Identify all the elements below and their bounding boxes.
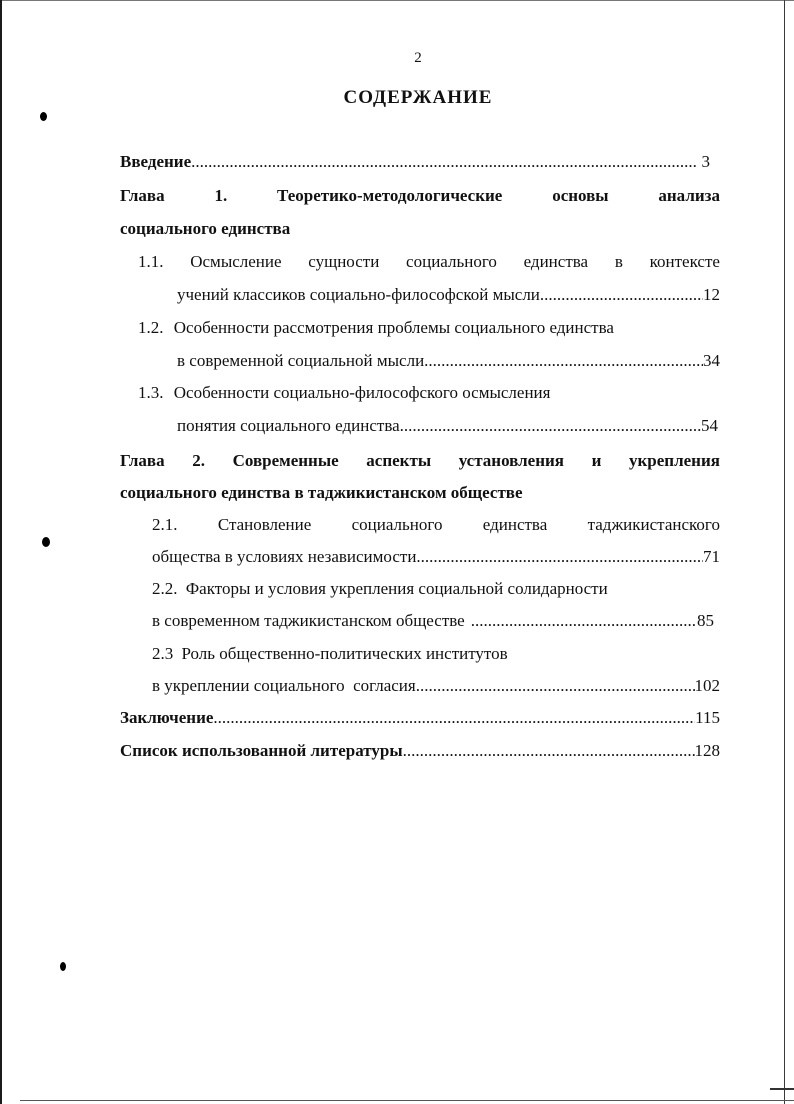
toc-chapter-1-heading[interactable] (120, 185, 720, 207)
toc-leader-dots (403, 740, 695, 762)
toc-section-2-3-line2[interactable] (152, 675, 720, 697)
toc-entry-label: общества в условиях независимости (152, 547, 417, 566)
section-word: контексте (649, 252, 720, 271)
toc-section-2-1-line2[interactable] (152, 546, 720, 568)
toc-entry-page: 54 (701, 416, 718, 435)
toc-section-1-1[interactable] (138, 251, 720, 273)
toc-entry-label: в укреплении социального согласия (152, 676, 416, 695)
toc-section-2-2[interactable] (152, 578, 608, 600)
section-title: Особенности социально-философского осмысления (173, 383, 551, 402)
section-word: сущности (308, 252, 380, 271)
toc-entry-intro[interactable] (120, 151, 710, 173)
section-number: 1.3. (138, 383, 164, 402)
toc-entry-label: Список использованной литературы (120, 741, 403, 760)
toc-chapter-2-heading-line2: социального единства в таджикистанском обществе (120, 483, 523, 502)
toc-entry-page: 128 (694, 741, 720, 760)
toc-entry-label: понятия социального единства (177, 416, 400, 435)
scan-edge-bottom (20, 1100, 794, 1101)
scan-edge-corner (770, 1088, 794, 1090)
heading-word: и (591, 451, 602, 470)
toc-leader-dots (416, 546, 703, 568)
toc-leader-dots (191, 151, 697, 173)
section-number: 1.2. (138, 318, 164, 337)
page-number: 2 (414, 50, 422, 66)
toc-entry-label: Заключение (120, 708, 214, 727)
section-word: Становление (217, 515, 312, 534)
toc-entry-page: 85 (697, 611, 714, 630)
toc-section-1-3-line2[interactable] (177, 415, 718, 437)
heading-word: Современные (232, 451, 339, 470)
toc-leader-dots (471, 610, 697, 632)
toc-leader-dots (416, 675, 695, 697)
heading-word: Глава (120, 186, 165, 205)
section-title: Особенности рассмотрения проблемы социального единства (173, 318, 614, 337)
heading-word: Теоретико-методологические (277, 186, 503, 205)
section-word: единства (523, 252, 589, 271)
toc-entry-page: 12 (703, 285, 720, 304)
heading-word: 1. (214, 186, 228, 205)
section-title: Факторы и условия укрепления социальной солидарности (185, 579, 608, 598)
toc-entry-page: 102 (694, 676, 720, 695)
scan-speck (40, 112, 47, 121)
page-title: СОДЕРЖАНИЕ (343, 87, 493, 108)
toc-entry-label: учений классиков социально-философской мысли (177, 285, 540, 304)
toc-entry-bibliography[interactable] (120, 740, 720, 762)
heading-word: анализа (658, 186, 720, 205)
toc-leader-dots (400, 415, 701, 437)
toc-leader-dots (424, 350, 703, 372)
section-number: 2.2. (152, 579, 178, 598)
toc-section-2-2-line2[interactable] (152, 610, 714, 632)
toc-leader-dots (213, 707, 695, 729)
toc-entry-label: в современном таджикистанском обществе (152, 611, 465, 630)
toc-entry-conclusion[interactable] (120, 707, 720, 729)
scan-edge-top (0, 0, 794, 1)
heading-word: установления (458, 451, 564, 470)
scan-speck (42, 537, 50, 547)
toc-leader-dots (540, 284, 703, 306)
toc-chapter-1-heading-line2: социального единства (120, 219, 291, 238)
section-word: таджикистанского (587, 515, 720, 534)
toc-entry-label: Введение (120, 152, 192, 171)
section-number: 2.3 (152, 644, 174, 663)
toc-entry-page: 34 (703, 351, 720, 370)
toc-entry-page: 3 (701, 152, 710, 171)
heading-word: аспекты (366, 451, 432, 470)
toc-section-1-2[interactable] (138, 317, 614, 339)
section-word: в (614, 252, 623, 271)
section-word: единства (482, 515, 548, 534)
toc-entry-page: 71 (703, 547, 720, 566)
toc-section-2-3[interactable] (152, 643, 508, 665)
toc-entry-label: в современной социальной мысли (177, 351, 425, 370)
scan-speck (60, 962, 66, 971)
section-word: Осмысление (190, 252, 282, 271)
toc-entry-page: 115 (695, 708, 720, 727)
scan-edge-left (0, 0, 2, 1104)
toc-section-1-3[interactable] (138, 382, 550, 404)
heading-word: укрепления (629, 451, 720, 470)
toc-section-2-1[interactable] (152, 514, 720, 536)
section-word: социального (351, 515, 443, 534)
heading-word: Глава (120, 451, 165, 470)
toc-chapter-2-heading[interactable] (120, 450, 720, 472)
section-number: 2.1. (152, 515, 178, 534)
scan-edge-right (784, 0, 785, 1104)
heading-word: 2. (192, 451, 205, 470)
section-title: Роль общественно-политических институтов (181, 644, 508, 663)
toc-section-1-2-line2[interactable] (177, 350, 720, 372)
section-number: 1.1. (138, 252, 164, 271)
section-word: социального (406, 252, 497, 271)
heading-word: основы (552, 186, 609, 205)
toc-section-1-1-line2[interactable] (177, 284, 720, 306)
